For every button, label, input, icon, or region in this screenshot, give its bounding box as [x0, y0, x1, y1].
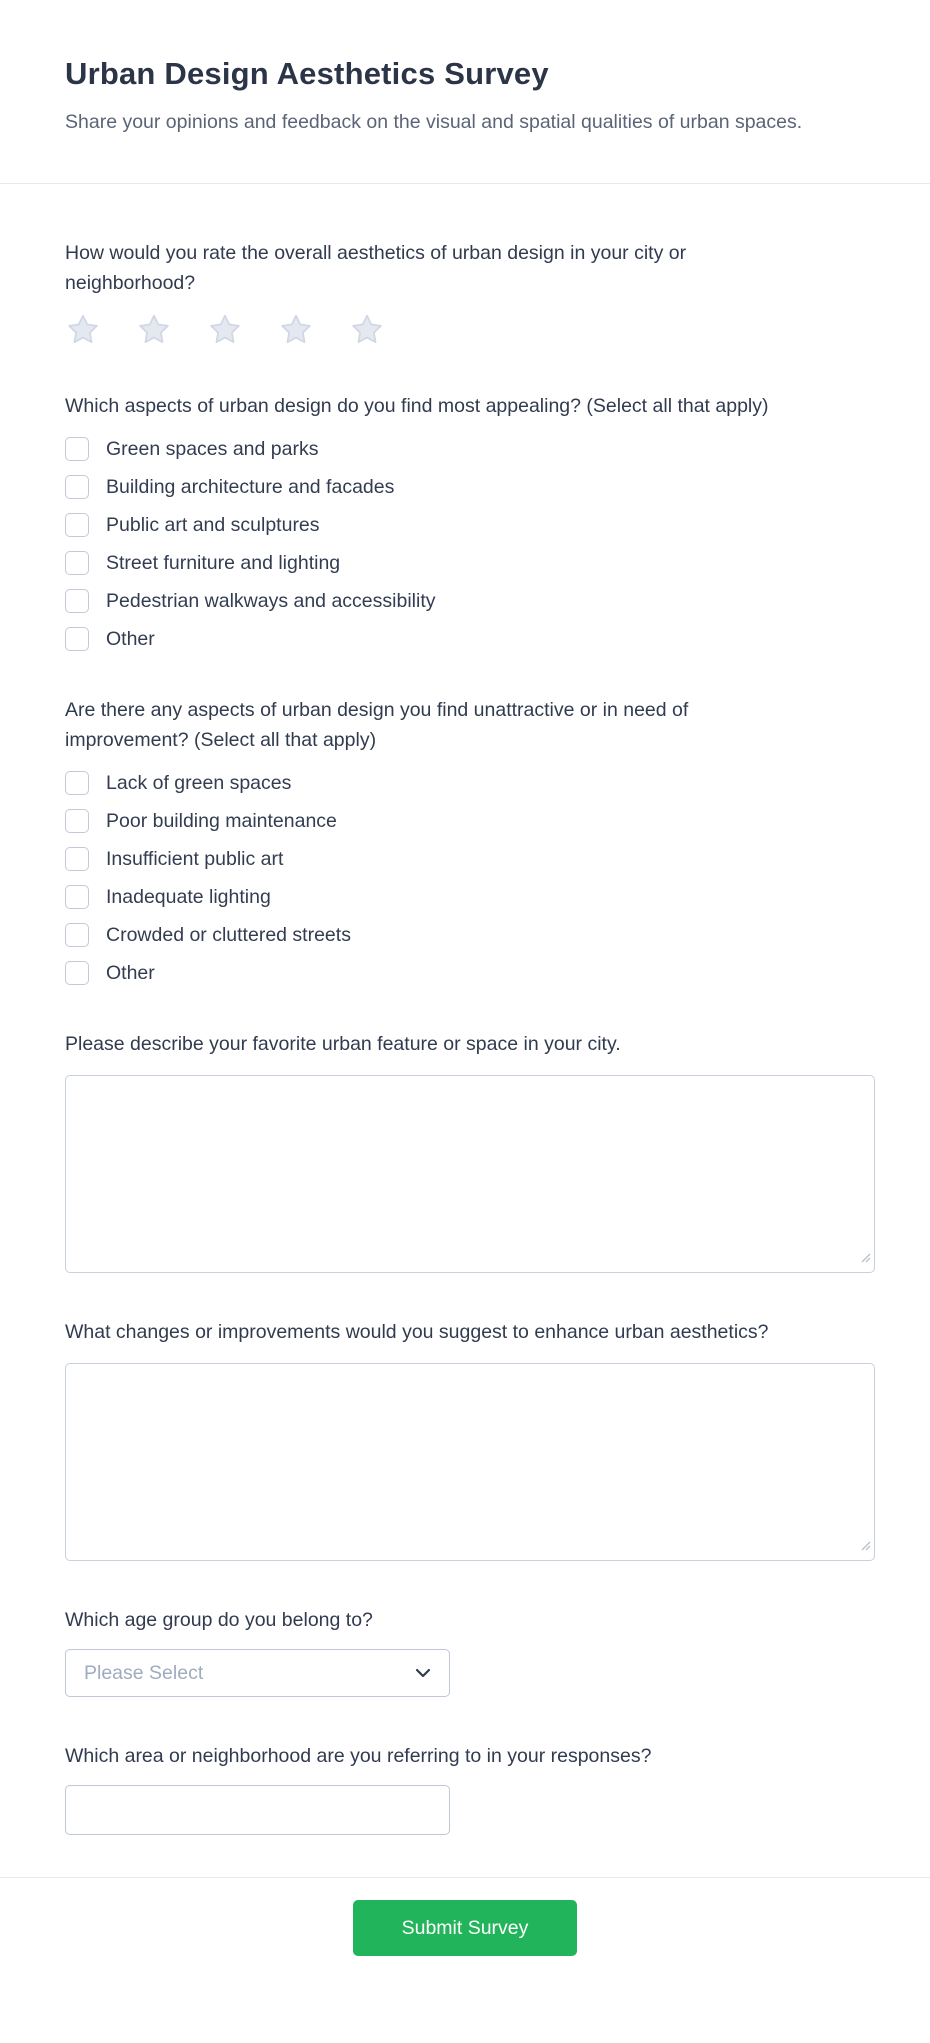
submit-button[interactable]: Submit Survey	[353, 1900, 577, 1956]
checkbox-option[interactable]	[65, 627, 865, 651]
favorite-feature-textarea[interactable]	[65, 1075, 875, 1273]
chevron-down-icon	[415, 1668, 431, 1678]
checkbox[interactable]	[65, 885, 89, 909]
checkbox-label: Public art and sculptures	[106, 513, 320, 536]
checkbox-option[interactable]	[65, 513, 865, 537]
star-icon[interactable]	[349, 312, 385, 347]
checkbox-group	[65, 437, 865, 651]
checkbox-option[interactable]	[65, 475, 865, 499]
checkbox[interactable]	[65, 589, 89, 613]
checkbox-label: Insufficient public art	[106, 847, 284, 870]
star-icon[interactable]	[207, 312, 243, 347]
question-age-group	[65, 1605, 865, 1697]
checkbox-label: Building architecture and facades	[106, 475, 395, 498]
form-footer	[0, 1878, 930, 2008]
form-header	[0, 0, 930, 183]
age-group-select[interactable]	[65, 1649, 450, 1697]
checkbox-option[interactable]	[65, 437, 865, 461]
form-title: Urban Design Aesthetics Survey	[65, 56, 549, 91]
improvements-textarea[interactable]	[65, 1363, 875, 1561]
question-appealing-aspects	[65, 391, 865, 651]
star-icon[interactable]	[65, 312, 101, 347]
checkbox-option[interactable]	[65, 551, 865, 575]
question-rating	[65, 238, 865, 347]
question-label: Which area or neighborhood are you referring to in your responses?	[65, 1745, 652, 1767]
checkbox-label: Street furniture and lighting	[106, 551, 341, 574]
checkbox-label: Other	[106, 961, 155, 984]
checkbox-group	[65, 771, 865, 985]
question-label: Please describe your favorite urban feature or space in your city.	[65, 1033, 621, 1055]
checkbox[interactable]	[65, 627, 89, 651]
checkbox-label: Other	[106, 627, 155, 650]
checkbox[interactable]	[65, 847, 89, 871]
checkbox[interactable]	[65, 923, 89, 947]
checkbox-label: Green spaces and parks	[106, 437, 319, 460]
checkbox-option[interactable]	[65, 771, 865, 795]
checkbox[interactable]	[65, 437, 89, 461]
star-rating-widget[interactable]	[65, 312, 865, 347]
checkbox-option[interactable]	[65, 847, 865, 871]
checkbox[interactable]	[65, 513, 89, 537]
question-area	[65, 1741, 865, 1835]
question-label: Which age group do you belong to?	[65, 1609, 373, 1631]
form-body	[0, 184, 930, 1877]
checkbox-option[interactable]	[65, 961, 865, 985]
question-label: How would you rate the overall aesthetics of urban design in your city or neighborhood?	[65, 242, 687, 294]
checkbox-option[interactable]	[65, 589, 865, 613]
question-improvements	[65, 1317, 865, 1561]
checkbox[interactable]	[65, 961, 89, 985]
checkbox-label: Poor building maintenance	[106, 809, 337, 832]
checkbox[interactable]	[65, 551, 89, 575]
checkbox-label: Pedestrian walkways and accessibility	[106, 589, 436, 612]
question-label: What changes or improvements would you suggest to enhance urban aesthetics?	[65, 1321, 769, 1343]
checkbox-label: Lack of green spaces	[106, 771, 292, 794]
question-unattractive-aspects	[65, 695, 865, 985]
checkbox-label: Crowded or cluttered streets	[106, 923, 351, 946]
form-subtitle: Share your opinions and feedback on the visual and spatial qualities of urban spaces.	[65, 111, 803, 133]
checkbox[interactable]	[65, 771, 89, 795]
checkbox-option[interactable]	[65, 809, 865, 833]
checkbox-option[interactable]	[65, 923, 865, 947]
checkbox[interactable]	[65, 809, 89, 833]
select-placeholder: Please Select	[84, 1661, 204, 1684]
star-icon[interactable]	[136, 312, 172, 347]
star-icon[interactable]	[278, 312, 314, 347]
question-label: Are there any aspects of urban design you find unattractive or in need of improvement? (Select all that apply)	[65, 699, 689, 751]
question-label: Which aspects of urban design do you find most appealing? (Select all that apply)	[65, 395, 769, 417]
area-input[interactable]	[65, 1785, 450, 1835]
question-favorite-feature	[65, 1029, 865, 1273]
checkbox-option[interactable]	[65, 885, 865, 909]
checkbox-label: Inadequate lighting	[106, 885, 271, 908]
checkbox[interactable]	[65, 475, 89, 499]
